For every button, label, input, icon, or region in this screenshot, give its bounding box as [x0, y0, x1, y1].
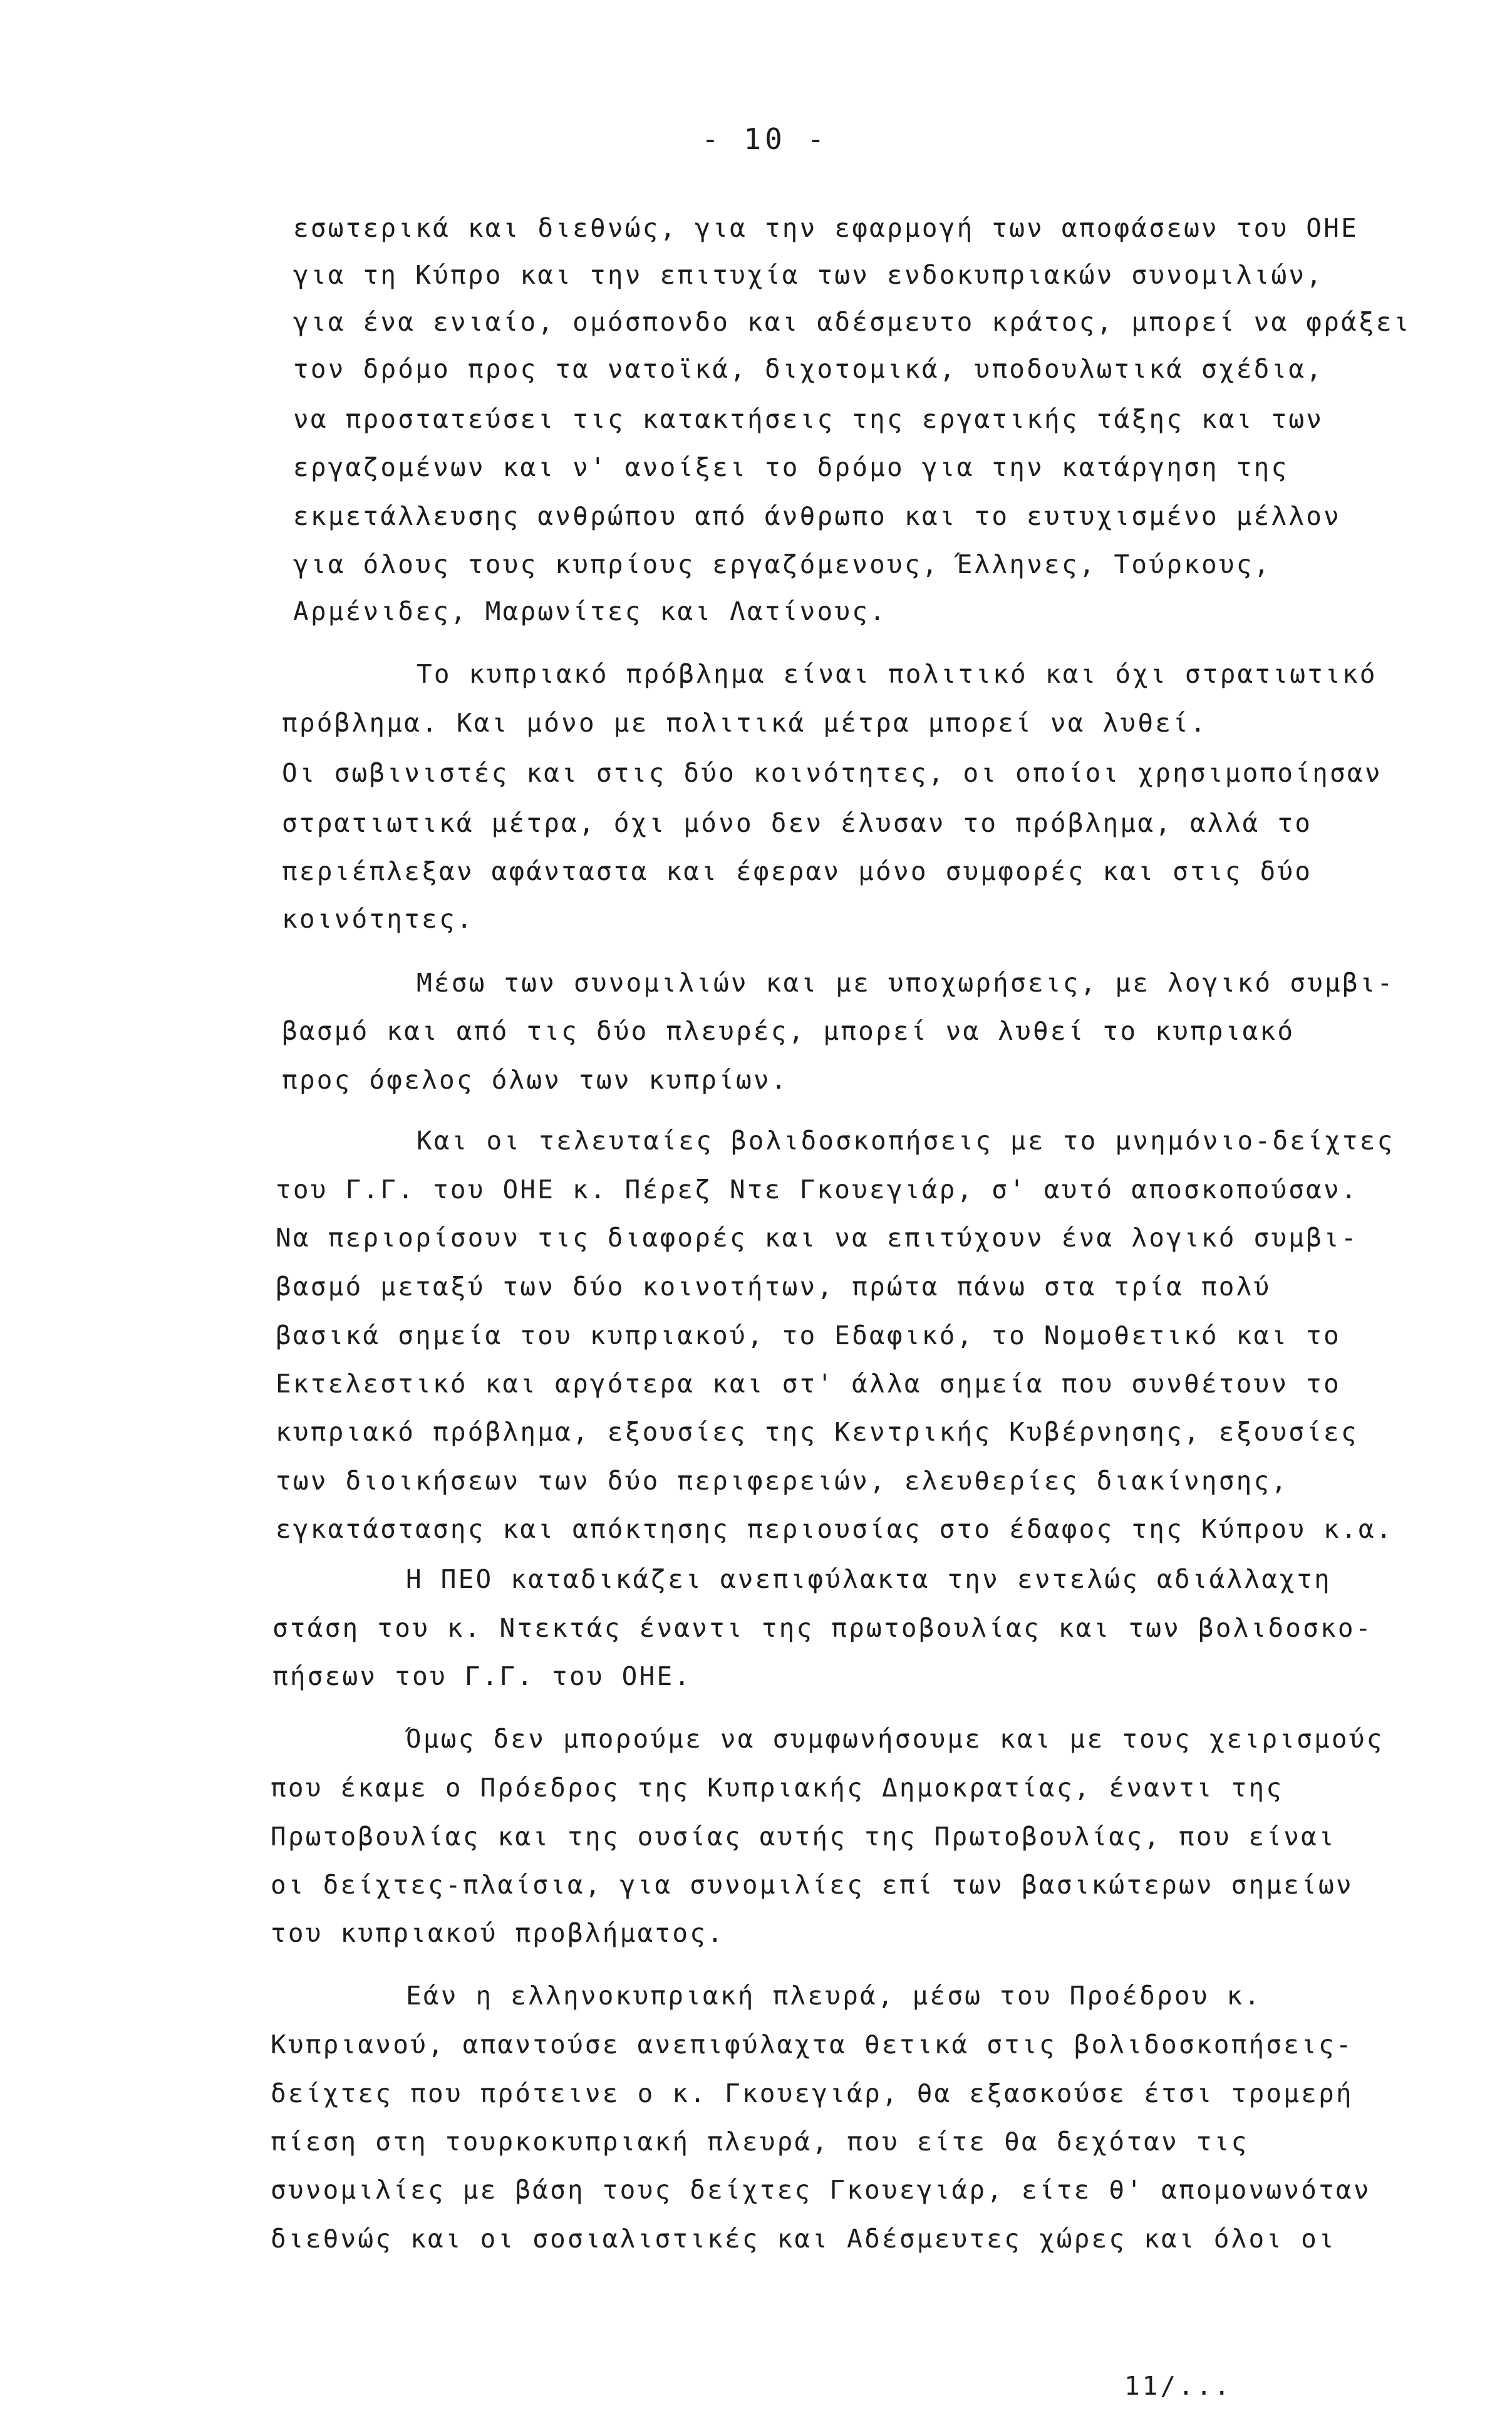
text-line: για όλους τους κυπρίους εργαζόμενους, Έλληνες, Τούρκους, [293, 549, 1271, 579]
text-line: στάση του κ. Ντεκτάς έναντι της πρωτοβουλίας και των βολιδοσκο- [272, 1613, 1373, 1643]
text-line: κοινότητες. [282, 904, 474, 934]
text-line: βασικά σημεία του κυπριακού, το Εδαφικό, το Νομοθετικό και το [276, 1320, 1341, 1350]
text-line: των διοικήσεων των δύο περιφερειών, ελευθερίες διακίνησης, [276, 1466, 1289, 1496]
text-line: Η ΠΕΟ καταδικάζει ανεπιφύλακτα την εντελώς αδιάλλαχτη [406, 1564, 1332, 1594]
text-line: βασμό και από τις δύο πλευρές, μπορεί να λυθεί το κυπριακό [282, 1016, 1295, 1046]
text-line: βασμό μεταξύ των δύο κοινοτήτων, πρώτα πάνω στα τρία πολύ [276, 1272, 1271, 1302]
text-line: που έκαμε ο Πρόεδρος της Κυπριακής Δημοκρατίας, έναντι της [271, 1773, 1284, 1803]
text-line: συνομιλίες με βάση τους δείχτες Γκουεγιάρ, είτε θ' απομονωνόταν [271, 2175, 1371, 2205]
text-line: εσωτερικά και διεθνώς, για την εφαρμογή των αποφάσεων του ΟΗΕ [293, 213, 1359, 243]
text-line: Αρμένιδες, Μαρωνίτες και Λατίνους. [293, 596, 888, 626]
text-line: Και οι τελευταίες βολιδοσκοπήσεις με το μνημόνιο-δείχτες [417, 1126, 1395, 1156]
text-line: τον δρόμο προς τα νατοϊκά, διχοτομικά, υποδουλωτικά σχέδια, [293, 354, 1324, 384]
text-line: Εκτελεστικό και αργότερα και στ' άλλα σημεία που συνθέτουν το [276, 1369, 1341, 1399]
text-line: Μέσω των συνομιλιών και με υποχωρήσεις, με λογικό συμβι- [417, 968, 1395, 998]
text-line: εκμετάλλευσης ανθρώπου από άνθρωπο και το ευτυχισμένο μέλλον [293, 501, 1342, 531]
text-line: δείχτες που πρότεινε ο κ. Γκουεγιάρ, θα εξασκούσε έτσι τρομερή [271, 2078, 1354, 2108]
text-line: πρόβλημα. Και μόνο με πολιτικά μέτρα μπορεί να λυθεί. [282, 708, 1208, 738]
text-line: του Γ.Γ. του ΟΗΕ κ. Πέρεζ Ντε Γκουεγιάρ, σ' αυτό αποσκοπούσαν. [276, 1174, 1359, 1205]
text-line: πίεση στη τουρκοκυπριακή πλευρά, που είτε θα δεχόταν τις [271, 2127, 1249, 2157]
text-line: Να περιορίσουν τις διαφορές και να επιτύχουν ένα λογικό συμβι- [276, 1223, 1359, 1253]
text-line: Οι σωβινιστές και στις δύο κοινότητες, οι οποίοι χρησιμοποίησαν [282, 758, 1382, 788]
text-line: εγκατάστασης και απόκτησης περιουσίας στο έδαφος της Κύπρου κ.α. [276, 1514, 1394, 1544]
text-line: για τη Κύπρο και την επιτυχία των ενδοκυπριακών συνομιλιών, [293, 260, 1324, 290]
continuation-marker: 11/... [1124, 2371, 1233, 2401]
text-line: στρατιωτικά μέτρα, όχι μόνο δεν έλυσαν το πρόβλημα, αλλά το [282, 808, 1313, 838]
text-line: περιέπλεξαν αφάνταστα και έφεραν μόνο συμφορές και στις δύο [282, 856, 1313, 886]
page-number: - 10 - [702, 122, 829, 156]
text-line: για ένα ενιαίο, ομόσπονδο και αδέσμευτο κράτος, μπορεί να φράξει [293, 307, 1411, 337]
text-line: Εάν η ελληνοκυπριακή πλευρά, μέσω του Προέδρου κ. [406, 1981, 1262, 2011]
text-line: να προστατεύσει τις κατακτήσεις της εργατικής τάξης και των [293, 404, 1324, 434]
text-line: κυπριακό πρόβλημα, εξουσίες της Κεντρικής Κυβέρνησης, εξουσίες [276, 1417, 1359, 1447]
text-line: προς όφελος όλων των κυπρίων. [282, 1065, 789, 1095]
text-line: Όμως δεν μπορούμε να συμφωνήσουμε και με τους χειρισμούς [406, 1724, 1384, 1754]
text-line: διεθνώς και οι σοσιαλιστικές και Αδέσμευτες χώρες και όλοι οι [271, 2224, 1336, 2254]
text-line: πήσεων του Γ.Γ. του ΟΗΕ. [272, 1661, 692, 1691]
text-line: εργαζομένων και ν' ανοίξει το δρόμο για την κατάργηση της [293, 452, 1289, 482]
text-line: Πρωτοβουλίας και της ουσίας αυτής της Πρωτοβουλίας, που είναι [271, 1822, 1336, 1852]
text-line: του κυπριακού προβλήματος. [271, 1918, 725, 1948]
text-line: Το κυπριακό πρόβλημα είναι πολιτικό και όχι στρατιωτικό [417, 659, 1377, 689]
text-line: Κυπριανού, απαντούσε ανεπιφύλαχτα θετικά στις βολιδοσκοπήσεις- [271, 2029, 1354, 2060]
text-line: οι δείχτες-πλαίσια, για συνομιλίες επί των βασικώτερων σημείων [271, 1870, 1354, 1900]
